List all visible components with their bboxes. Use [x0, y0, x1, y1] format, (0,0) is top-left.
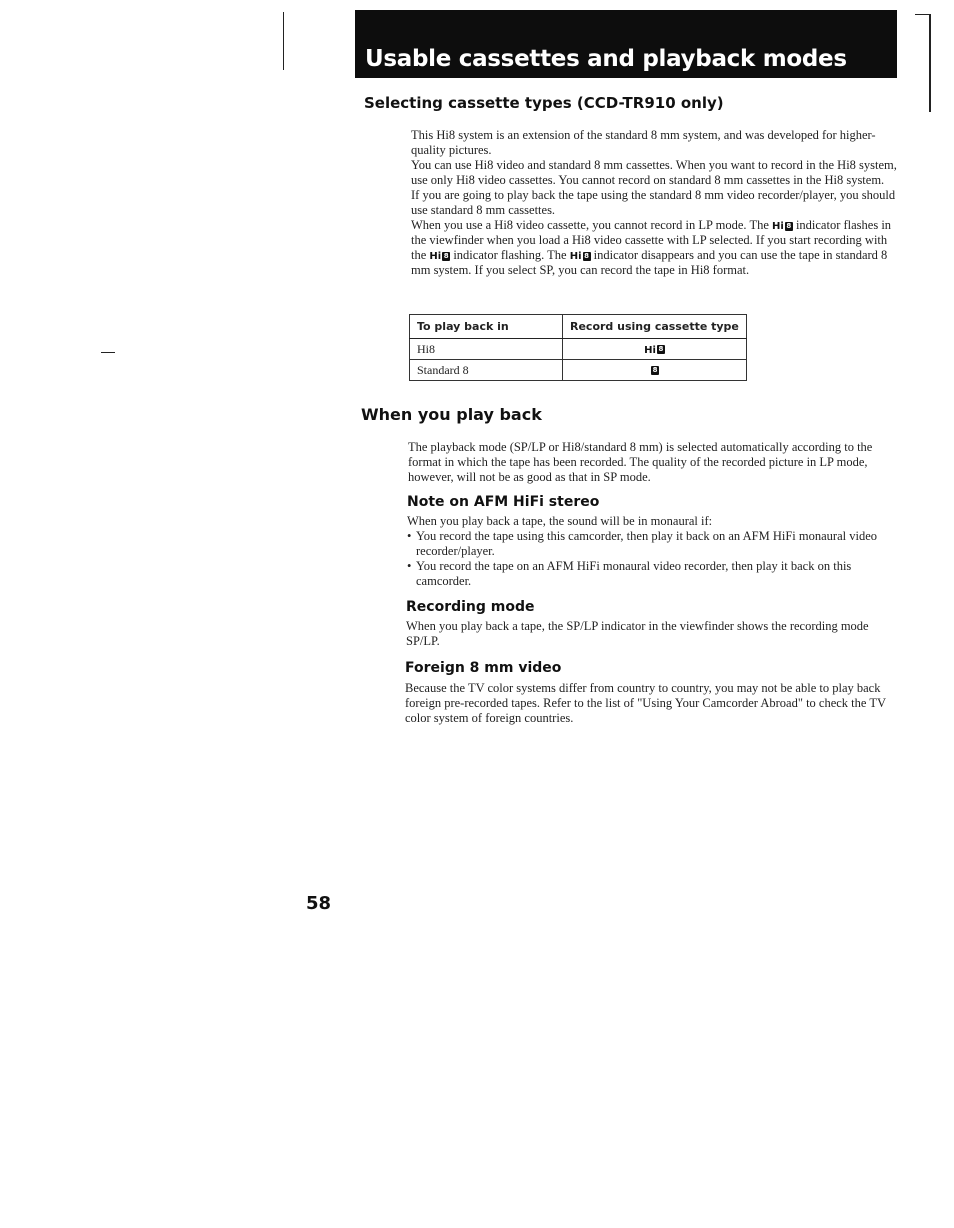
cassette-type-table — [409, 314, 747, 381]
paragraph: Because the TV color systems differ from country to country, you may not be able to play back foreign pre-recorded tapes. Refer to the list of "Using Your Camcorder Abroad" to check the TV color system of foreign countries. — [405, 681, 886, 725]
table-cell: Standard 8 — [410, 360, 563, 381]
foreign-video-body — [405, 681, 887, 726]
column-header: Record using cassette type — [563, 315, 747, 339]
hi8-indicator-icon: Hi 8 — [772, 221, 792, 232]
top-left-vertical-rule — [283, 12, 284, 70]
paragraph: This Hi8 system is an extension of the standard 8 mm system, and was developed for higher-quality pictures. — [411, 128, 876, 157]
paragraph: The playback mode (SP/LP or Hi8/standard 8 mm) is selected automatically according to the format in which the tape has been recorded. The quality of the recorded picture in LP mode, however, will not be as good as that in SP mode. — [408, 440, 873, 484]
paragraph: When you play back a tape, the SP/LP indicator in the viewfinder shows the recording mode SP/LP. — [406, 619, 869, 648]
table-cell — [563, 360, 747, 381]
table-header-row — [410, 315, 747, 339]
list-item: • You record the tape using this camcorder, then play it back on an AFM HiFi monaural video recorder/player. — [407, 529, 877, 558]
paragraph: When you play back a tape, the sound will be in monaural if: — [407, 514, 713, 528]
section-heading-cassette-types: Selecting cassette types (CCD-TR910 only) — [364, 94, 724, 112]
bullet-icon: • — [407, 529, 412, 543]
lp-mode-paragraph: When you use a Hi8 video cassette, you cannot record in LP mode. The Hi 8 indicator flashes in the viewfinder when you load a Hi8 video cassette with LP selected. If you start recording with the Hi 8 indicator flashing. The Hi 8 indicator disappears and you can use the tape in standard 8 mm system. If you select SP, you can record the tape in Hi8 format. — [411, 218, 892, 277]
table-row — [410, 360, 747, 381]
hi8-indicator-icon: Hi 8 — [569, 251, 589, 262]
left-margin-dash — [101, 352, 115, 353]
bullet-icon: • — [407, 559, 412, 573]
table-cell: Hi8 — [410, 339, 563, 360]
hi8-logo-icon: Hi 8 — [644, 344, 664, 356]
subheading-foreign-video: Foreign 8 mm video — [405, 660, 562, 676]
standard8-logo-icon: 8 — [652, 366, 658, 374]
list-item: • You record the tape on an AFM HiFi monaural video recorder, then play it back on this camcorder. — [407, 559, 852, 588]
hi8-indicator-icon: Hi 8 — [429, 251, 449, 262]
top-right-corner-rule — [929, 14, 931, 112]
section-heading-play-back: When you play back — [361, 405, 542, 424]
section1-body — [411, 128, 897, 278]
table-row — [410, 339, 747, 360]
paragraph: You can use Hi8 video and standard 8 mm cassettes. When you want to record in the Hi8 system, use only Hi8 video cassettes. You cannot record on standard 8 mm cassettes in the Hi8 system. — [411, 158, 897, 187]
recording-mode-body — [406, 619, 890, 649]
subheading-afm-hifi: Note on AFM HiFi stereo — [407, 494, 600, 510]
paragraph: If you are going to play back the tape using the standard 8 mm video recorder/player, you should use standard 8 mm cassettes. — [411, 188, 896, 217]
page-number: 58 — [306, 893, 332, 914]
afm-note-body — [407, 514, 895, 589]
subheading-recording-mode: Recording mode — [406, 599, 535, 615]
top-right-corner-tick — [915, 14, 930, 15]
page-title: Usable cassettes and playback modes — [365, 46, 847, 72]
section2-body — [408, 440, 892, 485]
table-cell — [563, 339, 747, 360]
title-banner — [355, 10, 897, 78]
column-header: To play back in — [410, 315, 563, 339]
